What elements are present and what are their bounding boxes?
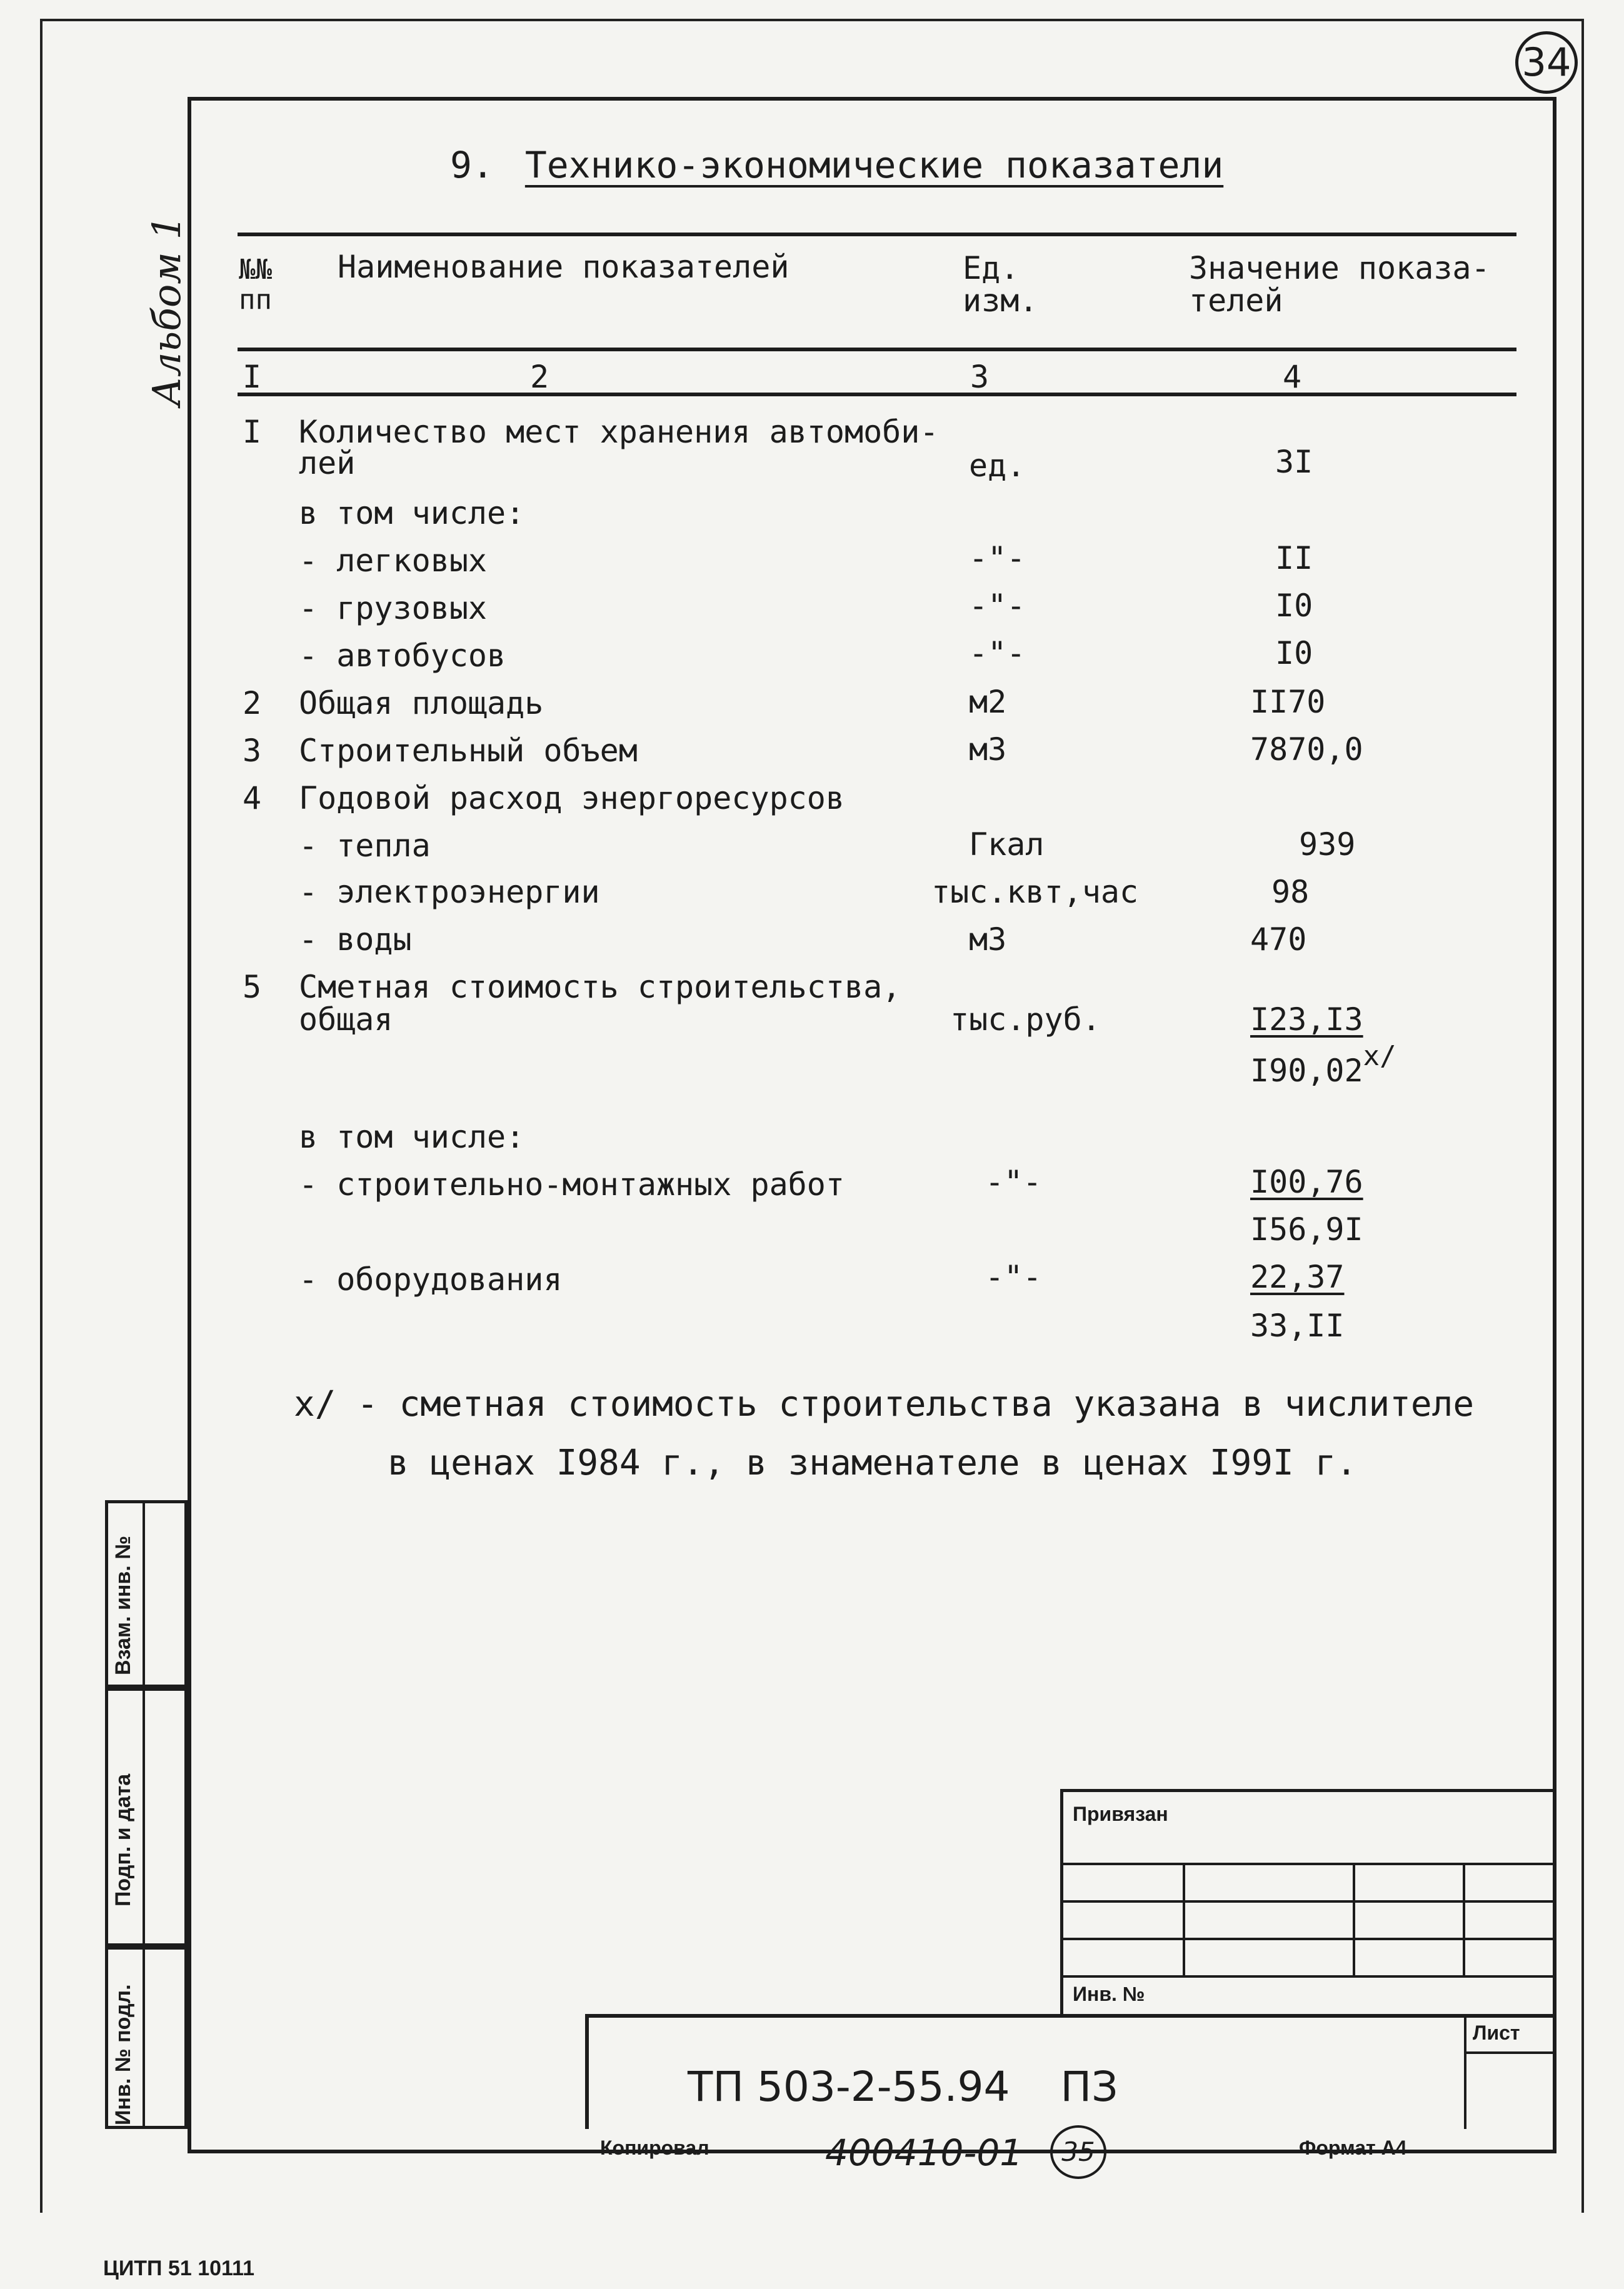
row-value: II	[1275, 540, 1313, 576]
row-name: - воды	[299, 921, 412, 958]
row-unit: ед.	[969, 448, 1026, 484]
header-value-line1: Значение показа-	[1189, 250, 1490, 286]
row-name: - грузовых	[299, 590, 488, 626]
row-name-cont: лей	[299, 445, 356, 481]
footnote-line1: x/ - сметная стоимость строительства указана в числителе	[294, 1384, 1475, 1425]
row-number: I	[243, 414, 262, 450]
footnote	[294, 1375, 1474, 1493]
row-subheading: в том числе:	[299, 495, 525, 531]
section-title: Технико-экономические показатели	[524, 144, 1224, 186]
tb-rule	[1060, 1863, 1556, 1865]
header-num-line2: пп	[239, 284, 272, 316]
row-unit: -"-	[985, 1259, 1042, 1295]
colnum-3: 3	[970, 359, 990, 395]
colnum-4: 4	[1283, 359, 1302, 395]
table-top-rule	[238, 233, 1516, 236]
row-unit: -"-	[969, 635, 1026, 671]
label-format: Формат А4	[1299, 2136, 1407, 2159]
row-value: 470	[1250, 921, 1307, 958]
stamp-inv-podl-label: Инв. № подл.	[111, 1984, 135, 2125]
row-name: - легковых	[299, 543, 488, 579]
row-name: - электроэнергии	[299, 874, 600, 910]
row-subheading: в том числе:	[299, 1119, 525, 1155]
row-name: - оборудования	[299, 1261, 563, 1298]
label-privyazan: Привязан	[1073, 1803, 1168, 1825]
row-unit: тыс.руб.	[950, 1001, 1101, 1038]
stamp-podp-data-label: Подп. и дата	[111, 1773, 135, 1906]
row-value: II70	[1250, 684, 1326, 720]
doc-code-suffix: ПЗ	[1060, 2063, 1118, 2111]
row-unit: м3	[969, 921, 1007, 958]
colnum-1: I	[243, 359, 262, 395]
doc-code	[688, 2063, 1118, 2111]
row-value-numerator: 22,37	[1250, 1259, 1345, 1295]
row-value: 98	[1271, 874, 1310, 910]
doc-code-number: ТП 503-2-55.94	[688, 2063, 1010, 2111]
row-value-denominator: 33,II	[1250, 1308, 1345, 1344]
label-inv-no: Инв. №	[1073, 1983, 1145, 2005]
footnote-line2: в ценах I984 г., в знаменателе в ценах I99I г.	[388, 1443, 1357, 1483]
tb-rule	[1060, 1938, 1556, 1940]
row-name: Годовой расход энергоресурсов	[299, 780, 845, 816]
tb-rule-v	[1353, 1863, 1355, 1975]
header-num-line1: №№	[239, 254, 272, 286]
bottom-code: ЦИТП 51 10111	[103, 2256, 254, 2280]
row-name: Общая площадь	[299, 685, 544, 721]
row-value-denominator-text: I90,02	[1250, 1053, 1363, 1089]
table-colnum-rule	[238, 393, 1516, 396]
colnum-2: 2	[530, 359, 549, 395]
label-list: Лист	[1473, 2021, 1520, 2044]
label-kopiroval: Копировал	[600, 2136, 709, 2159]
table-header-rule	[238, 348, 1516, 351]
tb-rule	[1060, 1900, 1556, 1903]
row-value: 3I	[1275, 444, 1313, 480]
row-value: I0	[1275, 635, 1313, 671]
header-unit-line1: Ед.	[963, 250, 1020, 286]
row-unit: м3	[969, 731, 1007, 768]
row-number: 4	[243, 780, 262, 816]
row-name: - автобусов	[299, 638, 506, 674]
row-name: Строительный объем	[299, 733, 638, 769]
row-unit: -"-	[969, 588, 1026, 624]
tb-rule-v	[1464, 2014, 1466, 2129]
row-unit: -"-	[985, 1164, 1042, 1200]
tb-rule	[1464, 2051, 1556, 2054]
row-name: - тепла	[299, 828, 431, 864]
row-value: 7870,0	[1250, 731, 1363, 768]
row-name: - строительно-монтажных работ	[299, 1166, 845, 1203]
row-value-denominator	[1250, 1040, 1396, 1089]
tb-rule-v	[1463, 1863, 1465, 1975]
row-value: 939	[1299, 826, 1356, 863]
row-value: I0	[1275, 588, 1313, 624]
stamp-zam-inv-label: Взам. инв. №	[111, 1535, 135, 1675]
tb-rule-v	[1183, 1863, 1185, 1975]
stamp-divider	[143, 1500, 145, 2129]
row-name: Количество мест хранения автомоби-	[299, 414, 939, 450]
section-heading	[450, 144, 1223, 186]
copy-number: 400410-01	[825, 2131, 1023, 2174]
page-number-circle: 34	[1515, 31, 1578, 94]
row-value-numerator: I00,76	[1250, 1164, 1363, 1200]
tb-rule	[1060, 1975, 1556, 1978]
row-number: 5	[243, 969, 262, 1005]
row-unit: м2	[969, 684, 1007, 720]
header-unit-line2: изм.	[963, 283, 1038, 319]
row-unit: -"-	[969, 540, 1026, 576]
section-number: 9.	[450, 144, 494, 186]
album-label: Альбом 1	[144, 215, 189, 406]
header-name: Наименование показателей	[338, 249, 789, 285]
row-number: 2	[243, 685, 262, 721]
row-name-cont: общая	[299, 1001, 393, 1038]
copy-circle: 35	[1050, 2125, 1106, 2179]
row-unit: Гкал	[969, 826, 1045, 863]
footnote-mark: x/	[1363, 1040, 1396, 1072]
row-value-denominator: I56,9I	[1250, 1211, 1363, 1248]
header-value-line2: телей	[1189, 283, 1283, 319]
row-value-numerator: I23,I3	[1250, 1001, 1363, 1038]
row-number: 3	[243, 733, 262, 769]
row-name: Сметная стоимость строительства,	[299, 969, 901, 1005]
row-unit: тыс.квт,час	[931, 874, 1139, 910]
